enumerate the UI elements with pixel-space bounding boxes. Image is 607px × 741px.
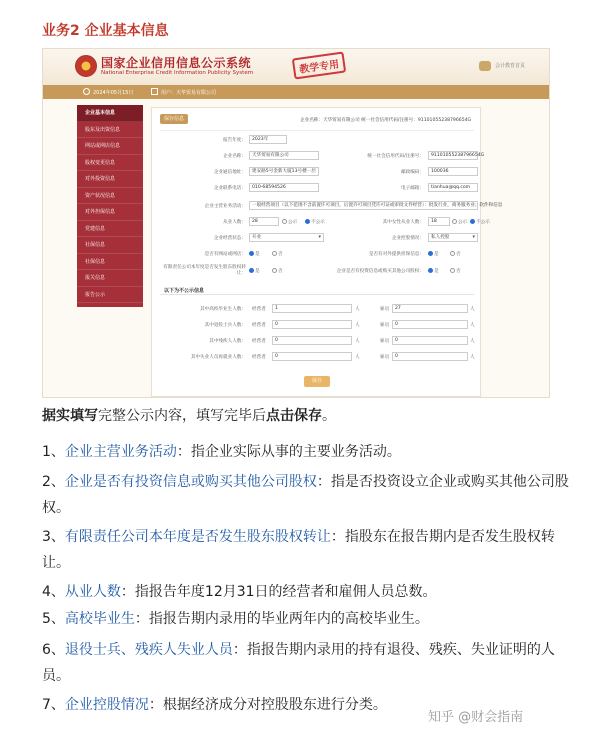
- info-bar: [43, 85, 549, 99]
- watermark: 知乎 @财会指南: [428, 710, 524, 725]
- intro-line: [42, 403, 572, 429]
- graduates-manager-field[interactable]: 1: [272, 304, 352, 313]
- credit-code-label: 统一社会信用代码/注册号：: [367, 154, 424, 159]
- radio-label: 否: [278, 252, 283, 257]
- item-term: 退役士兵、残疾人失业人员: [64, 642, 233, 658]
- postcode-field[interactable]: 100036: [428, 167, 478, 176]
- list-item: [42, 524, 572, 576]
- report-year-field[interactable]: 2023年: [249, 135, 287, 144]
- reemployed-label: 其中失业人员再就业人数：: [190, 355, 246, 360]
- teaching-stamp: 教学专用: [292, 51, 346, 79]
- unit-label: 人: [470, 307, 475, 312]
- transfer-label: 有限责任公司本年度是否发生股东股权转让：: [163, 265, 246, 276]
- radio-dot: [249, 268, 254, 273]
- system-title: 国家企业信用信息公示系统: [101, 56, 252, 70]
- female-private-radio[interactable]: [470, 219, 490, 225]
- radio-label: 公示: [458, 220, 468, 225]
- status-select[interactable]: 开业 ▾: [249, 233, 324, 242]
- sidebar-item-basic-info[interactable]: 企业基本信息: [77, 105, 143, 122]
- postcode-label: 邮政编码：: [401, 170, 424, 175]
- employees-label: 从业人数：: [223, 220, 246, 225]
- email-label: 电子邮箱：: [401, 186, 424, 191]
- unit-label: 人: [355, 339, 360, 344]
- radio-dot: [450, 251, 455, 256]
- guarantee-label: 是否有对外提供担保信息：: [368, 252, 424, 257]
- disabled-employee-field[interactable]: 0: [392, 336, 468, 345]
- female-label: 其中女性从业人数：: [382, 220, 424, 225]
- item-desc: ：指是否投资设立企业或购买其他公司股权。: [42, 474, 569, 516]
- unit-label: 人: [355, 355, 360, 360]
- unit-label: 人: [470, 323, 475, 328]
- current-company: 用户：天华贸易有限公司: [161, 90, 217, 96]
- company-icon: [151, 88, 158, 95]
- company-name-label: 企业名称：: [223, 154, 246, 159]
- radio-label: 公示: [288, 220, 298, 225]
- intro-text-2: 。: [322, 408, 336, 424]
- item-term: 企业控股情况: [64, 697, 149, 713]
- unit-label: 人: [470, 339, 475, 344]
- radio-label: 否: [456, 269, 461, 274]
- business-label: 企业主营业务活动：: [204, 204, 246, 209]
- clock-icon: [83, 88, 90, 95]
- item-desc: ：指报告期内录用的持有退役、残疾、失业证明的人员。: [42, 642, 555, 684]
- phone-field[interactable]: 010-68594526: [249, 183, 319, 192]
- company-name-field[interactable]: 天华贸易有限公司: [249, 151, 319, 160]
- guarantee-yes-radio[interactable]: [428, 251, 439, 257]
- item-number: 1、: [42, 444, 65, 460]
- female-public-radio[interactable]: [452, 219, 467, 225]
- save-button[interactable]: 保存: [304, 376, 330, 387]
- radio-label: 是: [434, 252, 439, 257]
- item-number: 6、: [42, 642, 65, 658]
- radio-label: 是: [434, 269, 439, 274]
- radio-label: 是: [255, 252, 260, 257]
- intro-text-1: 完整公示内容，填写完毕后: [98, 408, 266, 424]
- radio-dot: [272, 268, 277, 273]
- list-item: [42, 637, 572, 689]
- manager-label: 经营者: [252, 323, 266, 328]
- radio-label: 不公示: [476, 220, 490, 225]
- veterans-label: 其中退役士兵人数：: [204, 323, 246, 328]
- sidebar-item-investment[interactable]: 对外投资信息: [77, 171, 143, 188]
- holding-select[interactable]: 私人控股 ▾: [428, 233, 478, 242]
- investment-label: 企业是否有投资信息或购买其他公司股权：: [336, 269, 424, 274]
- credit-code-field[interactable]: 91101055238796654G: [428, 151, 478, 160]
- radio-dot: [305, 219, 310, 224]
- save-info-button[interactable]: 保存信息: [160, 114, 188, 124]
- graduates-label: 其中高校毕业生人数：: [200, 307, 246, 312]
- address-field[interactable]: 建安路5号金新大厦13号楼一层: [249, 167, 319, 176]
- radio-dot: [450, 268, 455, 273]
- section-title: 以下为不公示信息: [164, 288, 205, 294]
- home-icon[interactable]: [479, 61, 491, 71]
- graduates-employee-field[interactable]: 27: [392, 304, 468, 313]
- top-home-link[interactable]: 会计教育首页: [495, 63, 526, 69]
- item-number: 4、: [42, 584, 65, 600]
- intro-bold-1: 据实填写: [42, 408, 98, 424]
- item-term: 有限责任公司本年度是否发生股东股权转让: [64, 529, 331, 545]
- website-yes-radio[interactable]: [249, 251, 260, 257]
- veterans-manager-field[interactable]: 0: [272, 320, 352, 329]
- employee-label: 雇员: [380, 355, 390, 360]
- manager-label: 经营者: [252, 339, 266, 344]
- current-date: 2024年05月15日: [93, 90, 134, 96]
- sidebar-item-party[interactable]: 党建信息: [77, 221, 143, 238]
- business-field[interactable]: 一般经营项目（以下范围不含前置许可项目，后置许可项目凭许可证或审批文件经营）：批发行业，商务服务业；软件和信息: [249, 201, 478, 210]
- unit-label: 人: [355, 307, 360, 312]
- radio-dot: [272, 251, 277, 256]
- unit-label: 人: [470, 355, 475, 360]
- radio-label: 否: [278, 269, 283, 274]
- reemployed-manager-field[interactable]: 0: [272, 352, 352, 361]
- item-number: 2、: [42, 474, 65, 490]
- employee-label: 雇员: [380, 307, 390, 312]
- sidebar-item-report[interactable]: 报告公示: [77, 287, 143, 304]
- sidebar-item-social-security-2[interactable]: 社保信息: [77, 254, 143, 271]
- website-no-radio[interactable]: [272, 251, 283, 257]
- intro-bold-2: 点击保存: [266, 408, 322, 424]
- disabled-label: 其中残疾人人数：: [209, 339, 246, 344]
- item-term: 高校毕业生: [64, 611, 135, 627]
- manager-label: 经营者: [252, 307, 266, 312]
- company-info-line: 企业名称：天华贸易有限公司 统一社会信用代码/注册号：91101055238796654G: [300, 118, 472, 123]
- section-divider: [160, 294, 474, 295]
- system-banner: [43, 49, 549, 85]
- sidebar-item-customs[interactable]: 报关信息: [77, 270, 143, 287]
- sidebar-item-website[interactable]: 网站或网店信息: [77, 138, 143, 155]
- radio-dot: [282, 219, 287, 224]
- transfer-no-radio[interactable]: [272, 268, 283, 274]
- employee-label: 雇员: [380, 339, 390, 344]
- list-item: [42, 469, 572, 521]
- investment-no-radio[interactable]: [450, 268, 461, 274]
- system-subtitle: National Enterprise Credit Information Publicity System: [101, 70, 254, 76]
- sidebar-item-social-security-1[interactable]: 社保信息: [77, 237, 143, 254]
- item-desc: ：指企业实际从事的主要业务活动。: [176, 444, 401, 460]
- item-desc: ：根据经济成分对控股股东进行分类。: [148, 697, 387, 713]
- item-term: 企业主营业务活动: [64, 444, 177, 460]
- holding-label: 企业控股情况：: [391, 236, 424, 241]
- transfer-yes-radio[interactable]: [249, 268, 260, 274]
- address-label: 企业通信地址：: [213, 170, 246, 175]
- page-heading: 业务2 企业基本信息: [42, 23, 169, 39]
- divider: [160, 130, 474, 131]
- sidebar-item-assets[interactable]: 资产状况信息: [77, 188, 143, 205]
- item-term: 企业是否有投资信息或购买其他公司股权: [64, 474, 317, 490]
- investment-yes-radio[interactable]: [428, 268, 439, 274]
- reemployed-employee-field[interactable]: 0: [392, 352, 468, 361]
- disabled-manager-field[interactable]: 0: [272, 336, 352, 345]
- radio-dot: [452, 219, 457, 224]
- veterans-employee-field[interactable]: 0: [392, 320, 468, 329]
- phone-label: 企业联系电话：: [213, 186, 246, 191]
- item-number: 5、: [42, 611, 65, 627]
- employees-private-radio[interactable]: [305, 219, 325, 225]
- sidebar-item-shareholders[interactable]: 股东及出资信息: [77, 122, 143, 139]
- form-panel: [151, 107, 503, 397]
- list-item: [42, 606, 572, 632]
- item-desc: ：指股东在报告期内是否发生股权转让。: [42, 529, 555, 571]
- list-item: [42, 579, 572, 605]
- radio-label: 不公示: [311, 220, 325, 225]
- manager-label: 经营者: [252, 355, 266, 360]
- item-term: 从业人数: [64, 584, 121, 600]
- list-item: [42, 439, 572, 465]
- radio-label: 否: [456, 252, 461, 257]
- report-year-label: 报告年度：: [223, 138, 246, 143]
- item-desc: ：指报告年度12月31日的经营者和雇佣人员总数。: [120, 584, 437, 600]
- female-field[interactable]: 18: [428, 217, 450, 226]
- sidebar-item-guarantee[interactable]: 对外担保信息: [77, 204, 143, 221]
- unit-label: 人: [355, 323, 360, 328]
- list-item: [42, 692, 432, 718]
- sidebar: [77, 105, 143, 307]
- item-number: 3、: [42, 529, 65, 545]
- national-emblem-icon: [75, 55, 97, 77]
- radio-label: 是: [255, 269, 260, 274]
- system-screenshot: [42, 48, 550, 398]
- radio-dot: [428, 251, 433, 256]
- status-label: 企业经营状态：: [213, 236, 246, 241]
- employees-public-radio[interactable]: [282, 219, 297, 225]
- radio-dot: [428, 268, 433, 273]
- radio-dot: [470, 219, 475, 224]
- website-label: 是否有网站或网店：: [204, 252, 246, 257]
- item-desc: ：指报告期内录用的毕业两年内的高校毕业生。: [134, 611, 429, 627]
- employee-label: 雇员: [380, 323, 390, 328]
- sidebar-item-equity-change[interactable]: 股权变更信息: [77, 155, 143, 172]
- radio-dot: [249, 251, 254, 256]
- item-number: 7、: [42, 697, 65, 713]
- employees-field[interactable]: 28: [249, 217, 279, 226]
- email-field[interactable]: tianhua@qq.com: [428, 183, 478, 192]
- guarantee-no-radio[interactable]: [450, 251, 461, 257]
